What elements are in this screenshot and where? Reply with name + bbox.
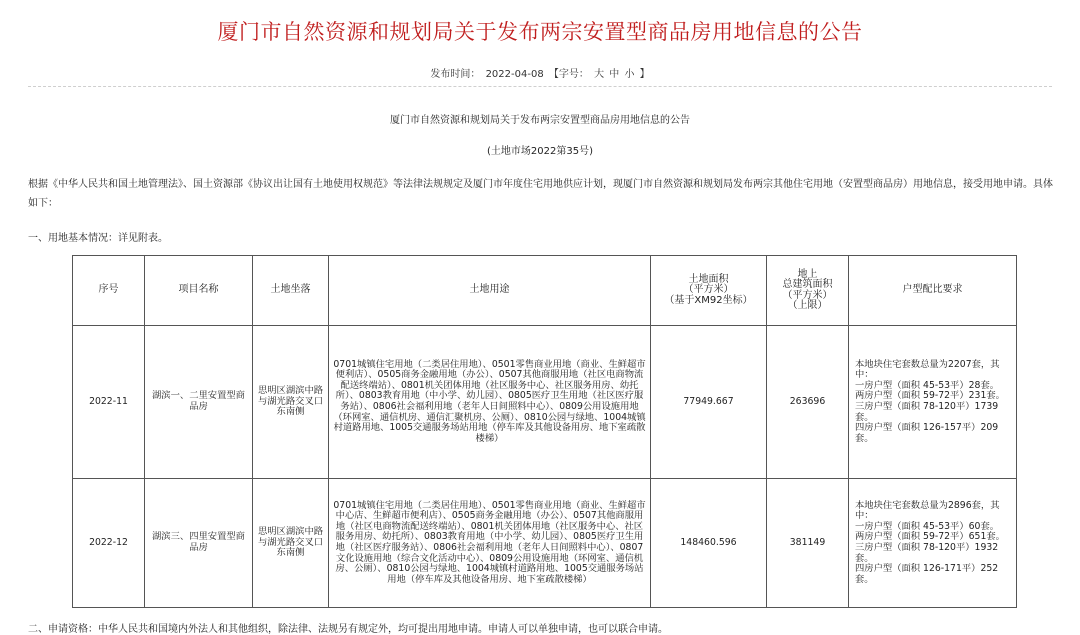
cell-seq: 2022-11 bbox=[73, 326, 145, 479]
header-requirement: 户型配比要求 bbox=[849, 256, 1017, 326]
cell-land-use: 0701城镇住宅用地（二类居住用地）、0501零售商业用地（商业、生鲜超市便利店）、0505商务金融用地（办公）、0507其他商服用地（社区电商物流配送终端站）、0801机关团体用地（社区服务中心、社区服务用房、幼托所）、0803教育用地（中小学、幼儿园）、0805医疗卫生用地（社区医疗服务站）、0806社会福利用地（老年人日间照料中心）、0809公用设施用地（环网室、通信机房、通信汇聚机房、公厕）、0810公园与绿地、1004城镇村道路用地、1005交通服务场站用地（停车库及其他设备用房、地下室疏散楼梯） bbox=[329, 326, 651, 479]
header-project-name: 项目名称 bbox=[145, 256, 253, 326]
header-land-area: 土地面积 （平方米） （基于XM92坐标） bbox=[651, 256, 767, 326]
header-land-use: 土地用途 bbox=[329, 256, 651, 326]
font-size-large-link[interactable]: 大 bbox=[594, 69, 605, 80]
page-title: 厦门市自然资源和规划局关于发布两宗安置型商品房用地信息的公告 bbox=[217, 20, 863, 44]
section-2-text: 二、申请资格：中华人民共和国境内外法人和其他组织，除法律、法规另有规定外，均可提出用地申请。申请人可以单独申请，也可以联合申请。 bbox=[28, 624, 668, 635]
cell-land-area: 148460.596 bbox=[651, 479, 767, 608]
cell-location: 思明区湖滨中路与湖光路交叉口东南侧 bbox=[253, 326, 329, 479]
divider bbox=[28, 86, 1052, 87]
cell-project-name: 湖滨一、二里安置型商品房 bbox=[145, 326, 253, 479]
table-row bbox=[73, 479, 1017, 608]
document-number: (土地市场2022第35号) bbox=[487, 146, 593, 157]
font-size-small-link[interactable]: 小 bbox=[624, 69, 635, 80]
header-seq: 序号 bbox=[73, 256, 145, 326]
cell-location: 思明区湖滨中路与湖光路交叉口东南侧 bbox=[253, 479, 329, 608]
land-info-table bbox=[72, 255, 1017, 608]
font-size-label: 【字号： bbox=[548, 69, 589, 80]
document-heading: 厦门市自然资源和规划局关于发布两宗安置型商品房用地信息的公告 bbox=[390, 115, 690, 126]
cell-requirement: 本地块住宅套数总量为2207套，其中： 一房户型（面积 45-53平）28套。 两房户型（面积 59-72平）231套。 三房户型（面积 78-120平）1739套。 四房户型（面积 126-157平）209套。 bbox=[849, 326, 1017, 479]
font-size-medium-link[interactable]: 中 bbox=[609, 69, 620, 80]
header-floor-area: 地上 总建筑面积 （平方米） （上限） bbox=[767, 256, 849, 326]
publish-label: 发布时间： bbox=[430, 69, 481, 80]
header-location: 土地坐落 bbox=[253, 256, 329, 326]
font-size-close: 】 bbox=[639, 69, 650, 80]
table-header-row bbox=[73, 256, 1017, 326]
publish-date: 2022-04-08 bbox=[485, 69, 544, 80]
cell-requirement: 本地块住宅套数总量为2896套，其中： 一房户型（面积 45-53平）60套。 两房户型（面积 59-72平）651套。 三房户型（面积 78-120平）1932套。 四房户型（面积 126-171平）252套。 bbox=[849, 479, 1017, 608]
cell-seq: 2022-12 bbox=[73, 479, 145, 608]
publish-meta bbox=[0, 65, 1080, 80]
section-1-heading: 一、用地基本情况：详见附表。 bbox=[28, 233, 168, 244]
table-row bbox=[73, 326, 1017, 479]
cell-floor-area: 263696 bbox=[767, 326, 849, 479]
cell-project-name: 湖滨三、四里安置型商品房 bbox=[145, 479, 253, 608]
cell-land-area: 77949.667 bbox=[651, 326, 767, 479]
intro-paragraph: 根据《中华人民共和国土地管理法》、国土资源部《协议出让国有土地使用权规范》等法律法规规定及厦门市年度住宅用地供应计划，现厦门市自然资源和规划局发布两宗其他住宅用地（安置型商品房）用地信息，接受用地申请。具体如下： bbox=[28, 179, 1053, 209]
cell-floor-area: 381149 bbox=[767, 479, 849, 608]
cell-land-use: 0701城镇住宅用地（二类居住用地）、0501零售商业用地（商业、生鲜超市中心店、生鲜超市便利店）、0505商务金融用地（办公）、0507其他商服用地（社区电商物流配送终端站）、0801机关团体用地（社区服务中心、社区服务用房、幼托所）、0803教育用地（中小学、幼儿园）、0805医疗卫生用地（社区医疗服务站）、0806社会福利用地（老年人日间照料中心）、0807文化设施用地（综合文化活动中心）、0809公用设施用地（环网室、通信机房、公厕）、0810公园与绿地、1004城镇村道路用地、1005交通服务场站用地（停车库及其他设备用房、地下室疏散楼梯） bbox=[329, 479, 651, 608]
